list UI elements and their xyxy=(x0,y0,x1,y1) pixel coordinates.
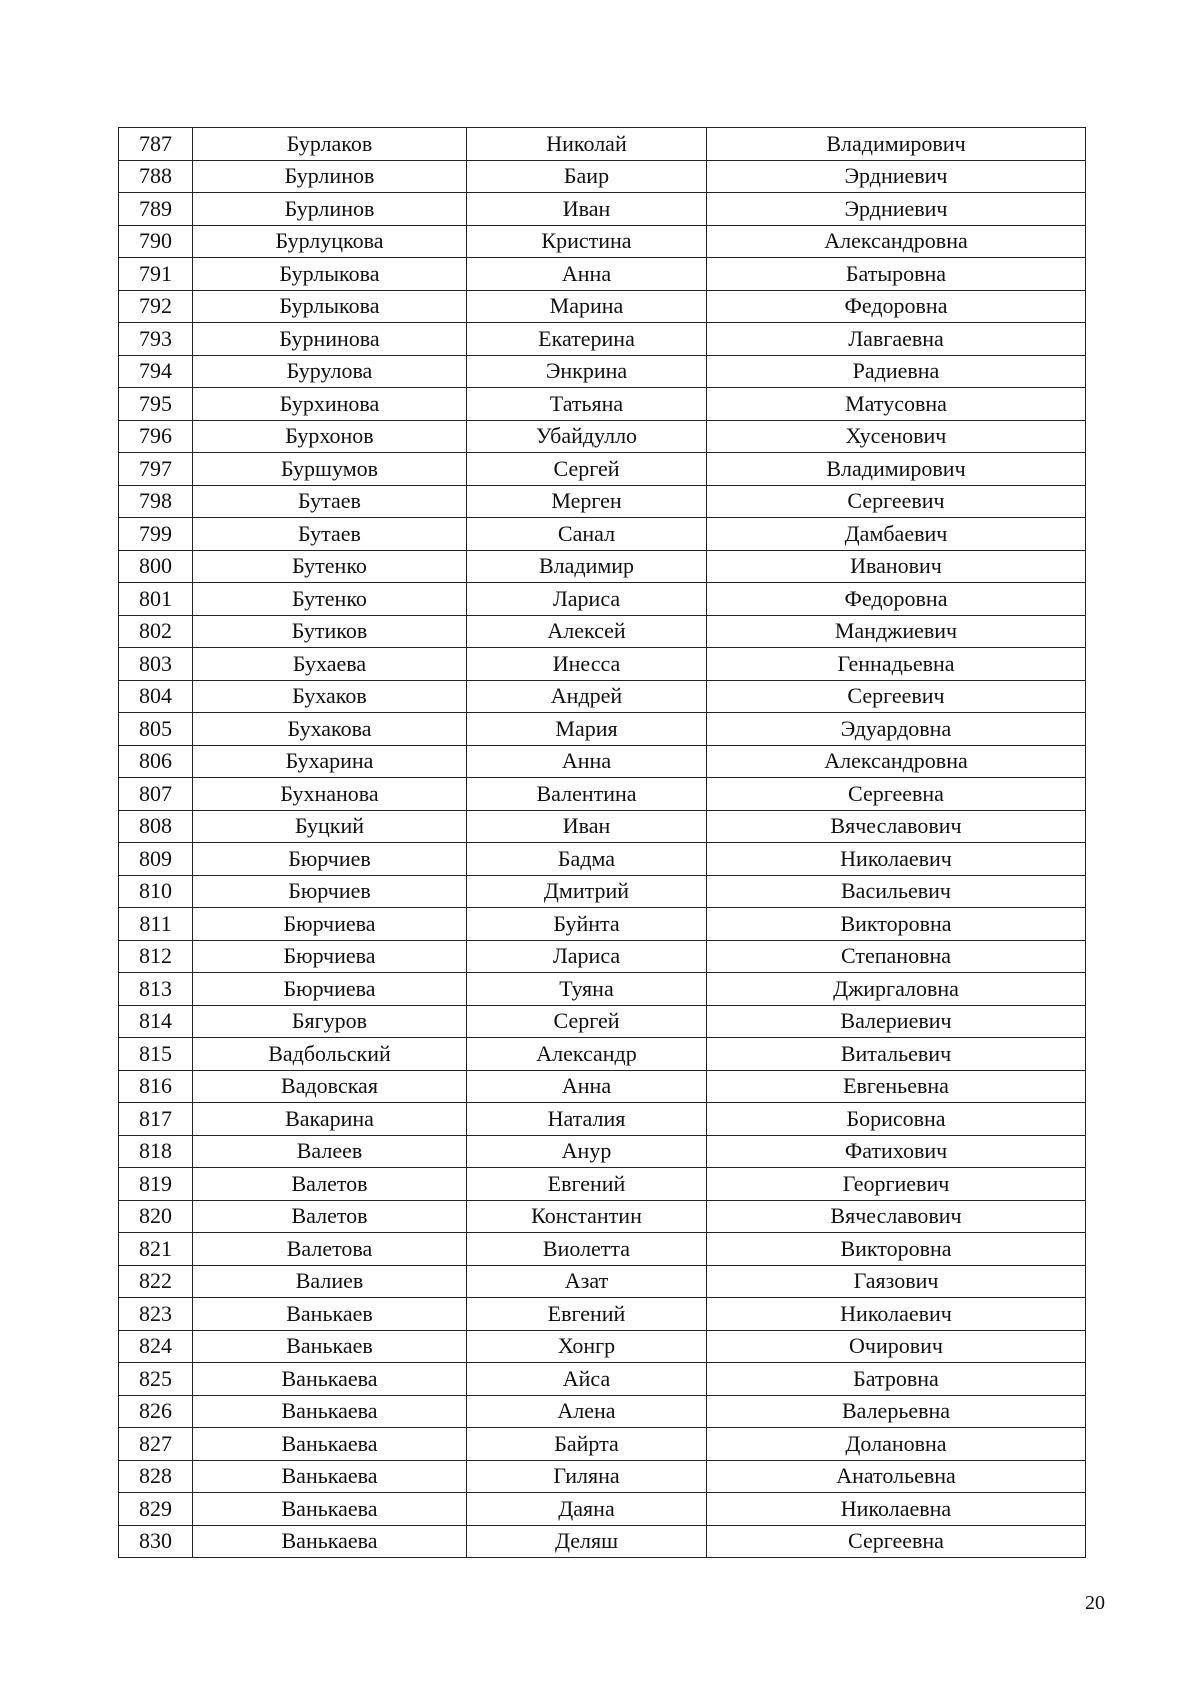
patronymic-cell: Викторовна xyxy=(707,1233,1086,1266)
row-number: 791 xyxy=(119,258,193,291)
last-name-cell: Бухнанова xyxy=(193,778,467,811)
row-number: 823 xyxy=(119,1298,193,1331)
first-name-cell: Евгений xyxy=(467,1168,707,1201)
row-number: 817 xyxy=(119,1103,193,1136)
patronymic-cell: Николаевич xyxy=(707,843,1086,876)
table-row xyxy=(119,518,1086,551)
row-number: 807 xyxy=(119,778,193,811)
row-number: 814 xyxy=(119,1005,193,1038)
first-name-cell: Сергей xyxy=(467,453,707,486)
table-row xyxy=(119,160,1086,193)
last-name-cell: Бурхинова xyxy=(193,388,467,421)
first-name-cell: Деляш xyxy=(467,1525,707,1558)
row-number: 787 xyxy=(119,128,193,161)
row-number: 825 xyxy=(119,1363,193,1396)
first-name-cell: Владимир xyxy=(467,550,707,583)
row-number: 830 xyxy=(119,1525,193,1558)
first-name-cell: Евгений xyxy=(467,1298,707,1331)
table-row xyxy=(119,550,1086,583)
row-number: 794 xyxy=(119,355,193,388)
last-name-cell: Бурлуцкова xyxy=(193,225,467,258)
row-number: 803 xyxy=(119,648,193,681)
table-row xyxy=(119,323,1086,356)
table-row xyxy=(119,1525,1086,1558)
first-name-cell: Мария xyxy=(467,713,707,746)
first-name-cell: Анур xyxy=(467,1135,707,1168)
last-name-cell: Ванькаева xyxy=(193,1525,467,1558)
first-name-cell: Анна xyxy=(467,1070,707,1103)
registry-table-body xyxy=(119,128,1086,1558)
first-name-cell: Иван xyxy=(467,193,707,226)
row-number: 811 xyxy=(119,908,193,941)
row-number: 802 xyxy=(119,615,193,648)
table-row xyxy=(119,485,1086,518)
table-row xyxy=(119,128,1086,161)
first-name-cell: Азат xyxy=(467,1265,707,1298)
first-name-cell: Баир xyxy=(467,160,707,193)
table-row xyxy=(119,680,1086,713)
last-name-cell: Ванькаева xyxy=(193,1493,467,1526)
first-name-cell: Байрта xyxy=(467,1428,707,1461)
table-row xyxy=(119,648,1086,681)
last-name-cell: Ванькаева xyxy=(193,1460,467,1493)
table-row xyxy=(119,1038,1086,1071)
last-name-cell: Ванькаев xyxy=(193,1330,467,1363)
last-name-cell: Бутенко xyxy=(193,583,467,616)
last-name-cell: Бурулова xyxy=(193,355,467,388)
last-name-cell: Бухакова xyxy=(193,713,467,746)
row-number: 793 xyxy=(119,323,193,356)
last-name-cell: Бурлыкова xyxy=(193,290,467,323)
table-row xyxy=(119,1168,1086,1201)
last-name-cell: Ванькаева xyxy=(193,1428,467,1461)
patronymic-cell: Вячеславович xyxy=(707,1200,1086,1233)
last-name-cell: Бурнинова xyxy=(193,323,467,356)
last-name-cell: Валетова xyxy=(193,1233,467,1266)
patronymic-cell: Эрдниевич xyxy=(707,193,1086,226)
row-number: 795 xyxy=(119,388,193,421)
first-name-cell: Убайдулло xyxy=(467,420,707,453)
first-name-cell: Кристина xyxy=(467,225,707,258)
last-name-cell: Бухаева xyxy=(193,648,467,681)
first-name-cell: Дмитрий xyxy=(467,875,707,908)
table-row xyxy=(119,258,1086,291)
first-name-cell: Туяна xyxy=(467,973,707,1006)
patronymic-cell: Вячеславович xyxy=(707,810,1086,843)
first-name-cell: Бадма xyxy=(467,843,707,876)
first-name-cell: Константин xyxy=(467,1200,707,1233)
first-name-cell: Сергей xyxy=(467,1005,707,1038)
first-name-cell: Алексей xyxy=(467,615,707,648)
row-number: 826 xyxy=(119,1395,193,1428)
patronymic-cell: Батровна xyxy=(707,1363,1086,1396)
row-number: 808 xyxy=(119,810,193,843)
patronymic-cell: Дамбаевич xyxy=(707,518,1086,551)
patronymic-cell: Витальевич xyxy=(707,1038,1086,1071)
patronymic-cell: Сергеевич xyxy=(707,680,1086,713)
patronymic-cell: Джиргаловна xyxy=(707,973,1086,1006)
patronymic-cell: Лавгаевна xyxy=(707,323,1086,356)
row-number: 790 xyxy=(119,225,193,258)
table-row xyxy=(119,1070,1086,1103)
patronymic-cell: Александровна xyxy=(707,745,1086,778)
row-number: 805 xyxy=(119,713,193,746)
patronymic-cell: Матусовна xyxy=(707,388,1086,421)
last-name-cell: Бутенко xyxy=(193,550,467,583)
patronymic-cell: Валериевич xyxy=(707,1005,1086,1038)
row-number: 829 xyxy=(119,1493,193,1526)
row-number: 810 xyxy=(119,875,193,908)
table-row xyxy=(119,745,1086,778)
row-number: 804 xyxy=(119,680,193,713)
patronymic-cell: Иванович xyxy=(707,550,1086,583)
row-number: 812 xyxy=(119,940,193,973)
patronymic-cell: Сергеевна xyxy=(707,1525,1086,1558)
last-name-cell: Бюрчиева xyxy=(193,973,467,1006)
row-number: 792 xyxy=(119,290,193,323)
last-name-cell: Валиев xyxy=(193,1265,467,1298)
table-row xyxy=(119,1265,1086,1298)
last-name-cell: Бутиков xyxy=(193,615,467,648)
patronymic-cell: Борисовна xyxy=(707,1103,1086,1136)
table-row xyxy=(119,1460,1086,1493)
table-row xyxy=(119,1200,1086,1233)
first-name-cell: Алена xyxy=(467,1395,707,1428)
patronymic-cell: Гаязович xyxy=(707,1265,1086,1298)
patronymic-cell: Степановна xyxy=(707,940,1086,973)
first-name-cell: Виолетта xyxy=(467,1233,707,1266)
last-name-cell: Бутаев xyxy=(193,518,467,551)
row-number: 806 xyxy=(119,745,193,778)
first-name-cell: Айса xyxy=(467,1363,707,1396)
table-row xyxy=(119,225,1086,258)
table-row xyxy=(119,355,1086,388)
row-number: 813 xyxy=(119,973,193,1006)
last-name-cell: Бурлыкова xyxy=(193,258,467,291)
row-number: 821 xyxy=(119,1233,193,1266)
row-number: 796 xyxy=(119,420,193,453)
row-number: 789 xyxy=(119,193,193,226)
first-name-cell: Андрей xyxy=(467,680,707,713)
patronymic-cell: Батыровна xyxy=(707,258,1086,291)
first-name-cell: Анна xyxy=(467,745,707,778)
first-name-cell: Инесса xyxy=(467,648,707,681)
patronymic-cell: Эрдниевич xyxy=(707,160,1086,193)
last-name-cell: Бюрчиева xyxy=(193,940,467,973)
patronymic-cell: Фатихович xyxy=(707,1135,1086,1168)
first-name-cell: Екатерина xyxy=(467,323,707,356)
first-name-cell: Санал xyxy=(467,518,707,551)
first-name-cell: Татьяна xyxy=(467,388,707,421)
table-row xyxy=(119,193,1086,226)
last-name-cell: Ванькаев xyxy=(193,1298,467,1331)
last-name-cell: Бухарина xyxy=(193,745,467,778)
table-row xyxy=(119,908,1086,941)
last-name-cell: Валетов xyxy=(193,1168,467,1201)
table-row xyxy=(119,1395,1086,1428)
table-row xyxy=(119,1135,1086,1168)
row-number: 799 xyxy=(119,518,193,551)
first-name-cell: Буйнта xyxy=(467,908,707,941)
last-name-cell: Бурлинов xyxy=(193,160,467,193)
table-row xyxy=(119,940,1086,973)
last-name-cell: Бурлаков xyxy=(193,128,467,161)
first-name-cell: Даяна xyxy=(467,1493,707,1526)
table-row xyxy=(119,453,1086,486)
registry-table xyxy=(118,127,1086,1558)
table-row xyxy=(119,1428,1086,1461)
patronymic-cell: Эдуардовна xyxy=(707,713,1086,746)
patronymic-cell: Манджиевич xyxy=(707,615,1086,648)
table-row xyxy=(119,290,1086,323)
last-name-cell: Бягуров xyxy=(193,1005,467,1038)
patronymic-cell: Владимирович xyxy=(707,128,1086,161)
first-name-cell: Анна xyxy=(467,258,707,291)
row-number: 818 xyxy=(119,1135,193,1168)
row-number: 820 xyxy=(119,1200,193,1233)
page-number: 20 xyxy=(1085,1592,1105,1614)
row-number: 827 xyxy=(119,1428,193,1461)
table-row xyxy=(119,388,1086,421)
patronymic-cell: Федоровна xyxy=(707,290,1086,323)
first-name-cell: Лариса xyxy=(467,940,707,973)
table-row xyxy=(119,583,1086,616)
last-name-cell: Бурхонов xyxy=(193,420,467,453)
table-row xyxy=(119,875,1086,908)
patronymic-cell: Геннадьевна xyxy=(707,648,1086,681)
table-row xyxy=(119,1103,1086,1136)
registry-table-container xyxy=(118,127,1085,1558)
last-name-cell: Ванькаева xyxy=(193,1363,467,1396)
table-row xyxy=(119,420,1086,453)
patronymic-cell: Хусенович xyxy=(707,420,1086,453)
row-number: 801 xyxy=(119,583,193,616)
last-name-cell: Ванькаева xyxy=(193,1395,467,1428)
last-name-cell: Буцкий xyxy=(193,810,467,843)
row-number: 816 xyxy=(119,1070,193,1103)
patronymic-cell: Сергеевна xyxy=(707,778,1086,811)
last-name-cell: Валетов xyxy=(193,1200,467,1233)
patronymic-cell: Васильевич xyxy=(707,875,1086,908)
first-name-cell: Энкрина xyxy=(467,355,707,388)
row-number: 809 xyxy=(119,843,193,876)
last-name-cell: Бюрчиев xyxy=(193,843,467,876)
table-row xyxy=(119,713,1086,746)
last-name-cell: Вакарина xyxy=(193,1103,467,1136)
patronymic-cell: Евгеньевна xyxy=(707,1070,1086,1103)
table-row xyxy=(119,615,1086,648)
row-number: 797 xyxy=(119,453,193,486)
table-row xyxy=(119,1298,1086,1331)
last-name-cell: Вадовская xyxy=(193,1070,467,1103)
last-name-cell: Бутаев xyxy=(193,485,467,518)
last-name-cell: Бурлинов xyxy=(193,193,467,226)
patronymic-cell: Георгиевич xyxy=(707,1168,1086,1201)
table-row xyxy=(119,973,1086,1006)
patronymic-cell: Валерьевна xyxy=(707,1395,1086,1428)
first-name-cell: Марина xyxy=(467,290,707,323)
row-number: 800 xyxy=(119,550,193,583)
table-row xyxy=(119,1233,1086,1266)
first-name-cell: Лариса xyxy=(467,583,707,616)
last-name-cell: Вадбольский xyxy=(193,1038,467,1071)
row-number: 798 xyxy=(119,485,193,518)
patronymic-cell: Очирович xyxy=(707,1330,1086,1363)
table-row xyxy=(119,778,1086,811)
patronymic-cell: Долановна xyxy=(707,1428,1086,1461)
last-name-cell: Буршумов xyxy=(193,453,467,486)
table-row xyxy=(119,1493,1086,1526)
last-name-cell: Валеев xyxy=(193,1135,467,1168)
first-name-cell: Николай xyxy=(467,128,707,161)
first-name-cell: Гиляна xyxy=(467,1460,707,1493)
last-name-cell: Бухаков xyxy=(193,680,467,713)
table-row xyxy=(119,1005,1086,1038)
row-number: 828 xyxy=(119,1460,193,1493)
first-name-cell: Александр xyxy=(467,1038,707,1071)
first-name-cell: Мерген xyxy=(467,485,707,518)
row-number: 788 xyxy=(119,160,193,193)
table-row xyxy=(119,1330,1086,1363)
row-number: 819 xyxy=(119,1168,193,1201)
table-row xyxy=(119,1363,1086,1396)
first-name-cell: Наталия xyxy=(467,1103,707,1136)
patronymic-cell: Анатольевна xyxy=(707,1460,1086,1493)
patronymic-cell: Викторовна xyxy=(707,908,1086,941)
patronymic-cell: Владимирович xyxy=(707,453,1086,486)
patronymic-cell: Радиевна xyxy=(707,355,1086,388)
first-name-cell: Хонгр xyxy=(467,1330,707,1363)
last-name-cell: Бюрчиев xyxy=(193,875,467,908)
table-row xyxy=(119,843,1086,876)
last-name-cell: Бюрчиева xyxy=(193,908,467,941)
patronymic-cell: Федоровна xyxy=(707,583,1086,616)
row-number: 824 xyxy=(119,1330,193,1363)
row-number: 822 xyxy=(119,1265,193,1298)
first-name-cell: Валентина xyxy=(467,778,707,811)
patronymic-cell: Николаевна xyxy=(707,1493,1086,1526)
table-row xyxy=(119,810,1086,843)
row-number: 815 xyxy=(119,1038,193,1071)
patronymic-cell: Николаевич xyxy=(707,1298,1086,1331)
patronymic-cell: Александровна xyxy=(707,225,1086,258)
first-name-cell: Иван xyxy=(467,810,707,843)
patronymic-cell: Сергеевич xyxy=(707,485,1086,518)
